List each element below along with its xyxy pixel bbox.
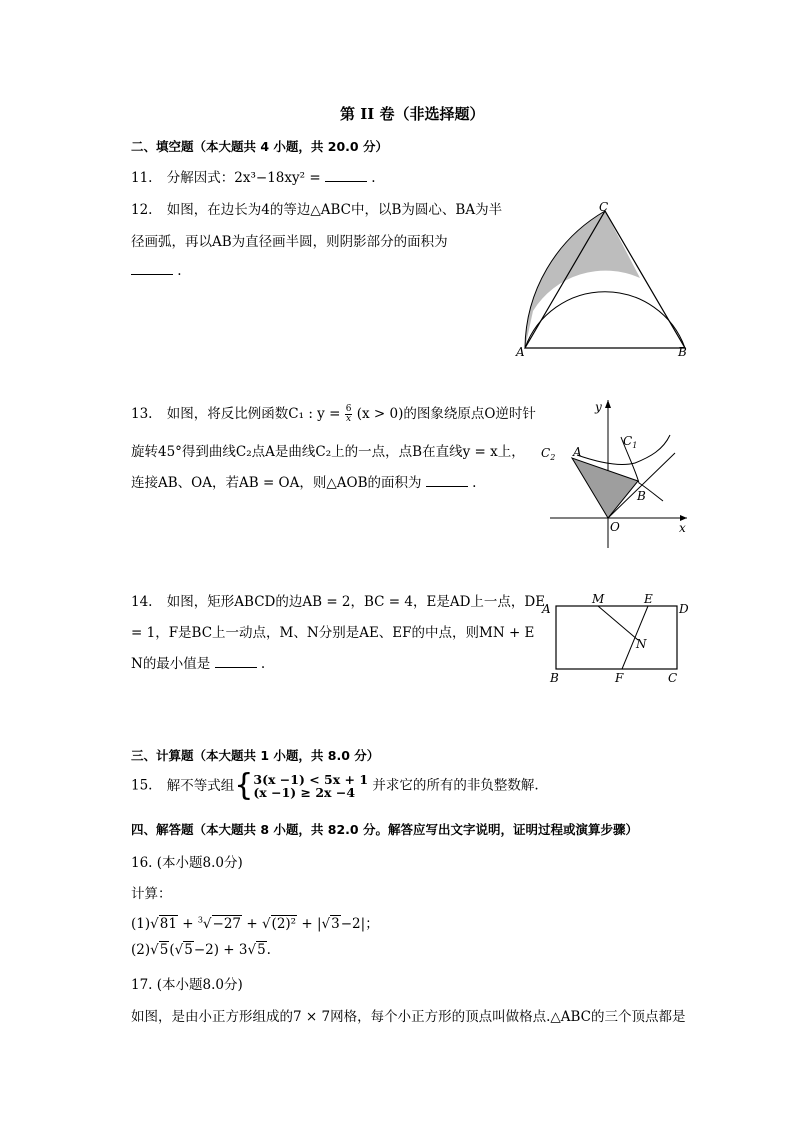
question-16-part-1 — [131, 912, 379, 932]
y-axis-arrow — [605, 400, 611, 408]
question-12-line-2: 径画弧，再以AB为直径画半圆，则阴影部分的面积为 — [131, 234, 448, 250]
question-text: 连接AB、OA，若AB = OA，则△AOB的面积为 — [131, 475, 422, 491]
fraction-numerator: 6 — [345, 404, 352, 414]
label-b: B — [637, 489, 646, 503]
radicand: 3 — [331, 916, 340, 932]
question-17-heading: 17. (本小题8.0分) — [131, 977, 243, 993]
question-number: 15. — [131, 777, 153, 794]
question-number: 13. — [131, 406, 153, 422]
fraction — [345, 405, 353, 424]
section-heading-fill-in: 二、填空题（本大题共 4 小题，共 20.0 分） — [131, 139, 388, 154]
radicand: (2)² — [271, 916, 297, 932]
question-end: . — [177, 263, 182, 279]
operator: ( — [169, 942, 175, 958]
operator: + — [177, 916, 198, 932]
root-index: 3 — [197, 915, 203, 925]
section-heading-answers: 四、解答题（本大题共 8 小题，共 82.0 分。解答应写出文字说明，证明过程或演算步骤） — [131, 822, 638, 837]
sqrt-symbol: √ — [202, 916, 212, 932]
question-end: . — [472, 475, 477, 491]
section-heading-calculation: 三、计算题（本大题共 1 小题，共 8.0 分） — [131, 748, 380, 763]
question-16-intro: 计算： — [131, 886, 172, 902]
part-label: (1) — [131, 916, 151, 932]
fraction-denominator: x — [346, 414, 352, 424]
question-17-line-1: 如图，是由小正方形组成的7 × 7网格，每个小正方形的顶点叫做格点.△ABC的三个顶点都是 — [131, 1009, 686, 1025]
expression-end: . — [266, 942, 271, 958]
question-14-line-3 — [131, 652, 265, 672]
question-number: 14. — [131, 594, 153, 610]
operator: + | — [297, 916, 322, 932]
sqrt-symbol: √ — [261, 916, 271, 932]
sqrt-symbol: √ — [150, 916, 159, 932]
label-c1: $C_1$ — [623, 434, 638, 450]
question-text: 如图，矩形ABCD的边AB = 2，BC = 4，E是AD上一点，DE — [166, 594, 546, 610]
operator: + — [242, 916, 262, 932]
answer-blank — [325, 169, 367, 182]
label-a: A — [542, 602, 551, 616]
radicand: 5 — [184, 942, 193, 958]
sqrt-symbol: √ — [247, 942, 257, 958]
question-text: 分解因式：2x³−18xy² = — [166, 170, 321, 186]
sqrt-symbol: √ — [321, 916, 331, 932]
question-end: . — [260, 656, 266, 672]
label-b: B — [550, 671, 559, 685]
sqrt-symbol: √ — [174, 942, 184, 958]
question-16-part-2 — [131, 942, 271, 958]
radicand: 5 — [257, 942, 266, 958]
question-text: (x > 0)的图象绕原点O逆时针 — [356, 406, 536, 422]
question-16-heading: 16. (本小题8.0分) — [131, 855, 243, 871]
question-11 — [131, 166, 376, 186]
question-13-line-3 — [131, 471, 476, 491]
segment-mn — [598, 606, 638, 640]
label-a: A — [516, 345, 525, 359]
label-x: x — [679, 521, 686, 535]
figure-hyperbola-rotation — [535, 395, 695, 550]
question-13-line-1 — [131, 402, 536, 424]
inequality-system — [253, 773, 368, 799]
question-15 — [131, 768, 539, 803]
question-text: 如图，在边长为4的等边△ABC中，以B为圆心、BA为半 — [166, 202, 503, 218]
label-y: y — [595, 400, 602, 414]
question-text: 解不等式组 — [166, 777, 235, 794]
question-14-line-1 — [131, 590, 545, 610]
radicand: −27 — [212, 916, 242, 932]
shaded-region — [525, 211, 640, 348]
question-text: 并求它的所有的非负整数解. — [372, 777, 539, 794]
label-n: N — [636, 637, 647, 651]
question-number: 11. — [131, 170, 153, 186]
label-e: E — [644, 592, 653, 606]
semicircle-ab — [525, 292, 685, 348]
inequality-2: (x −1) ≥ 2x −4 — [253, 785, 356, 800]
expression-tail: −2|； — [340, 916, 379, 932]
label-a: A — [573, 445, 582, 459]
rectangle-abcd — [556, 606, 677, 669]
question-13-line-2: 旋转45°得到曲线C₂点A是曲线C₂上的一点，点B在直线y = x上， — [131, 444, 525, 460]
sqrt-symbol: √ — [150, 942, 159, 958]
label-b: B — [678, 345, 687, 359]
paper-title: 第 II 卷（非选择题） — [340, 105, 485, 123]
brace: { — [234, 768, 254, 803]
question-14-line-2: = 1，F是BC上一动点，M、N分别是AE、EF的中点，则MN + E — [131, 625, 535, 641]
part-label: (2) — [131, 942, 151, 958]
label-c: C — [668, 671, 678, 685]
answer-blank — [131, 262, 173, 275]
question-text: N的最小值是 — [131, 656, 211, 672]
figure-rectangle-abcd — [538, 592, 698, 687]
question-12-line-3 — [131, 262, 182, 279]
expression-tail: −2) + 3 — [193, 942, 248, 958]
question-12-line-1 — [131, 198, 502, 218]
inequality-1: 3(x −1) < 5x + 1 — [253, 772, 369, 787]
label-m: M — [592, 592, 605, 606]
radicand: 5 — [159, 942, 169, 958]
question-end: . — [371, 170, 376, 186]
label-o: O — [610, 520, 620, 534]
label-d: D — [679, 602, 689, 616]
question-number: 12. — [131, 202, 153, 218]
radicand: 81 — [159, 916, 177, 932]
answer-blank — [426, 474, 468, 487]
triangle-aob — [572, 458, 638, 518]
answer-blank — [215, 655, 257, 668]
label-c2: $C_2$ — [541, 446, 556, 462]
label-f: F — [615, 671, 624, 685]
label-c: C — [599, 200, 609, 214]
question-text: 如图，将反比例函数C₁ : y = — [166, 406, 341, 422]
figure-triangle-arcs — [510, 198, 700, 360]
